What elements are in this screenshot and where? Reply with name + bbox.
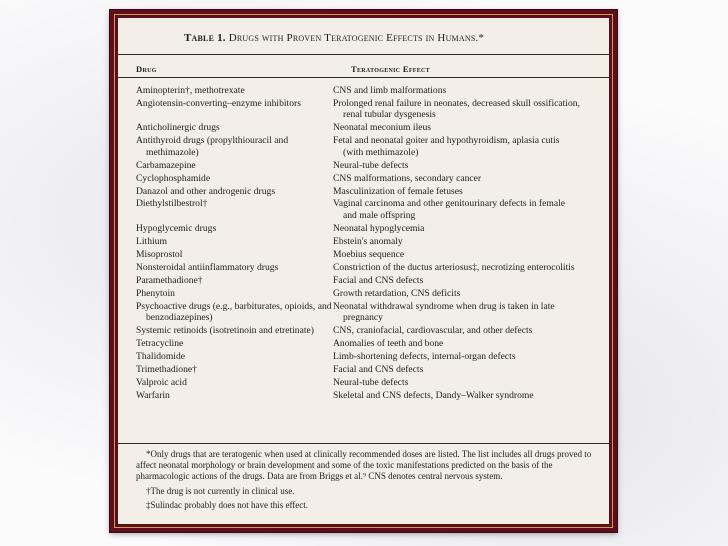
effect-cell: [333, 275, 581, 286]
teratogenic-effect: Neonatal hypoglycemia: [333, 222, 425, 234]
footnote-dagger: †The drug is not currently in clinical use.: [146, 485, 295, 496]
table-row: [118, 351, 609, 362]
drug-name: Hypoglycemic drugs: [136, 222, 217, 234]
drug-cell: [118, 390, 333, 401]
drug-name: Anticholinergic drugs: [136, 122, 220, 134]
effect-cell: [333, 325, 581, 336]
drug-name: Diethylstilbestrol†: [136, 198, 208, 210]
drug-cell: [118, 262, 333, 273]
drug-cell: [118, 364, 333, 375]
drug-cell: [118, 135, 333, 158]
table-row: [118, 275, 609, 286]
effect-cell: [333, 262, 581, 273]
effect-cell: [333, 236, 581, 247]
drug-name: Misoprostol: [136, 248, 183, 260]
drug-cell: [118, 236, 333, 247]
drug-cell: [118, 325, 333, 336]
drug-name: Systemic retinoids (isotretinoin and etretinate): [136, 324, 314, 336]
effect-cell: [333, 249, 581, 260]
teratogenic-effect: Growth retardation, CNS deficits: [333, 287, 461, 299]
footnote-main: *Only drugs that are teratogenic when used at clinically recommended doses are listed. The list includes all drugs proved to affect neonatal morphology or brain development and some of the toxic manifestations predicted on the basis of the pharmacologic actions of the drugs. Data are from Briggs et al.⁹ CNS denotes central nervous system.: [136, 449, 592, 482]
table-number: Table 1.: [184, 32, 226, 44]
effect-cell: [333, 98, 581, 121]
teratogenic-effect: Neonatal meconium ileus: [333, 122, 432, 134]
effect-cell: [333, 160, 581, 171]
table-title: [184, 32, 604, 44]
teratogenic-effect: Fetal and neonatal goiter and hypothyroidism, aplasia cutis (with methimazole): [333, 135, 560, 158]
drug-name: Carbamazepine: [136, 159, 196, 171]
table-row: [118, 160, 609, 171]
table-row: [118, 186, 609, 197]
effect-cell: [333, 351, 581, 362]
effect-cell: [333, 186, 581, 197]
drug-name: Antithyroid drugs (propylthiouracil and methimazole): [136, 135, 289, 158]
table-row: [118, 122, 609, 133]
table-row: [118, 135, 609, 158]
table-row: [118, 198, 609, 221]
drug-cell: [118, 122, 333, 133]
teratogenic-effect: Neural-tube defects: [333, 376, 409, 388]
effect-cell: [333, 390, 581, 401]
table-row: [118, 301, 609, 324]
table-row: [118, 288, 609, 299]
footnotes: [136, 449, 594, 514]
table-row: [118, 236, 609, 247]
drug-cell: [118, 338, 333, 349]
effect-cell: [333, 223, 581, 234]
teratogenic-effect: Moebius sequence: [333, 248, 405, 260]
drug-cell: [118, 186, 333, 197]
teratogenic-effect: CNS malformations, secondary cancer: [333, 172, 482, 184]
effect-cell: [333, 198, 581, 221]
effect-cell: [333, 301, 581, 324]
effect-cell: [333, 173, 581, 184]
teratogenic-effect: CNS, craniofacial, cardiovascular, and other defects: [333, 324, 533, 336]
teratogenic-effect: Constriction of the ductus arteriosus‡, necrotizing enterocolitis: [333, 261, 575, 273]
table-row: [118, 173, 609, 184]
teratogenic-effect: Masculinization of female fetuses: [333, 185, 463, 197]
drug-cell: [118, 288, 333, 299]
drug-cell: [118, 275, 333, 286]
effect-cell: [333, 377, 581, 388]
table-body: [118, 85, 609, 403]
column-header-drug: Drug: [136, 64, 157, 74]
table-title-text: Drugs with Proven Teratogenic Effects in Humans.*: [228, 32, 485, 44]
drug-name: Psychoactive drugs (e.g., barbiturates, opioids, and benzodiazepines): [136, 300, 332, 323]
table-row: [118, 338, 609, 349]
teratogenic-effect: Neonatal withdrawal syndrome when drug is taken in late pregnancy: [333, 300, 555, 323]
drug-name: Nonsteroidal antiinflammatory drugs: [136, 261, 279, 273]
teratogenic-effect: Ebstein's anomaly: [333, 235, 403, 247]
effect-cell: [333, 122, 581, 133]
column-header-effect: Teratogenic Effect: [351, 64, 430, 74]
teratogenic-effect: Facial and CNS defects: [333, 363, 424, 375]
drug-cell: [118, 173, 333, 184]
drug-cell: [118, 98, 333, 121]
teratogenic-effect: Skeletal and CNS defects, Dandy–Walker syndrome: [333, 389, 534, 401]
header-rule: [118, 77, 609, 78]
table-row: [118, 98, 609, 121]
teratogenic-effect: Anomalies of teeth and bone: [333, 337, 444, 349]
teratogenic-effect: Neural-tube defects: [333, 159, 409, 171]
drug-cell: [118, 160, 333, 171]
teratogenic-effect: Limb-shortening defects, internal-organ defects: [333, 350, 516, 362]
effect-cell: [333, 338, 581, 349]
drug-name: Thalidomide: [136, 350, 186, 362]
drug-name: Angiotensin-converting–enzyme inhibitors: [136, 97, 301, 109]
table-image: [118, 18, 609, 524]
table-row: [118, 223, 609, 234]
teratogenic-effect: Prolonged renal failure in neonates, decreased skull ossification, renal tubular dysgenesis: [333, 97, 580, 121]
effect-cell: [333, 85, 581, 96]
table-row: [118, 249, 609, 260]
drug-cell: [118, 377, 333, 388]
bottom-rule: [118, 443, 609, 444]
drug-cell: [118, 351, 333, 362]
drug-cell: [118, 198, 333, 221]
drug-name: Danazol and other androgenic drugs: [136, 185, 276, 197]
table-row: [118, 262, 609, 273]
table-row: [118, 390, 609, 401]
drug-cell: [118, 223, 333, 234]
drug-name: Phenytoin: [136, 287, 175, 299]
table-row: [118, 364, 609, 375]
drug-name: Aminopterin†, methotrexate: [136, 85, 245, 96]
drug-name: Cyclophosphamide: [136, 172, 211, 184]
effect-cell: [333, 364, 581, 375]
table-row: [118, 85, 609, 96]
drug-name: Tetracycline: [136, 337, 184, 349]
effect-cell: [333, 135, 581, 158]
table-row: [118, 325, 609, 336]
footnote-double-dagger: ‡Sulindac probably does not have this effect.: [146, 499, 309, 510]
drug-cell: [118, 301, 333, 324]
drug-name: Warfarin: [136, 389, 170, 401]
drug-name: Valproic acid: [136, 376, 187, 388]
drug-name: Lithium: [136, 235, 167, 247]
teratogenic-effect: Facial and CNS defects: [333, 274, 424, 286]
drug-cell: [118, 249, 333, 260]
drug-name: Trimethadione†: [136, 363, 197, 375]
table-row: [118, 377, 609, 388]
effect-cell: [333, 288, 581, 299]
teratogenic-effect: Vaginal carcinoma and other genitourinary defects in female and male offspring: [333, 198, 566, 221]
top-rule: [118, 54, 609, 55]
teratogenic-effect: CNS and limb malformations: [333, 85, 447, 96]
drug-name: Paramethadione†: [136, 274, 203, 286]
drug-cell: [118, 85, 333, 96]
